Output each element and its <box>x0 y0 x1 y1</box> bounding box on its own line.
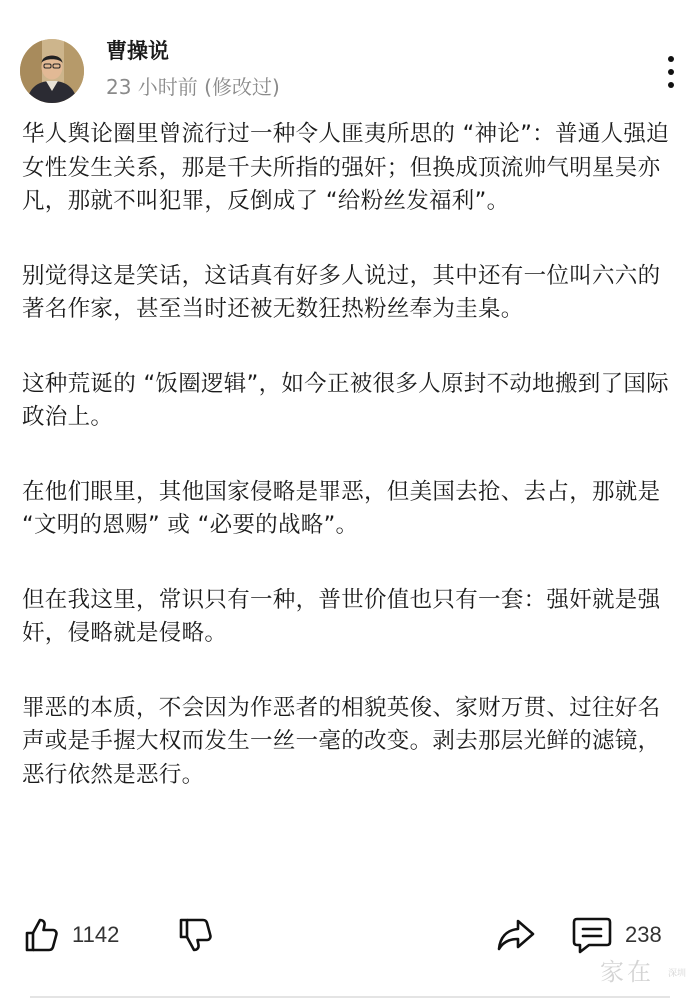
bottom-divider <box>30 996 670 998</box>
thumbs-down-icon <box>176 916 214 954</box>
post-paragraph: 在他们眼里，其他国家侵略是罪恶，但美国去抢、去占，那就是 “文明的恩赐” 或 “必要的战略”。 <box>22 478 661 538</box>
avatar[interactable] <box>20 39 84 103</box>
like-count: 1142 <box>72 922 120 947</box>
post-paragraph: 罪恶的本质，不会因为作恶者的相貌英俊、家财万贯、过往好名声或是手握大权而发生一丝一毫的改变。剥去那层光鲜的滤镜，恶行依然是恶行。 <box>22 694 661 788</box>
dislike-button[interactable] <box>176 905 214 965</box>
post-paragraph: 这种荒诞的 “饭圈逻辑”，如今正被很多人原封不动地搬到了国际政治上。 <box>22 370 669 430</box>
comment-count: 238 <box>625 922 662 947</box>
action-bar <box>0 905 700 965</box>
share-arrow-icon <box>496 916 536 954</box>
post-timestamp: 23 小时前 (修改过) <box>106 75 280 99</box>
more-options-button[interactable] <box>656 52 686 92</box>
thumbs-up-icon <box>22 916 60 954</box>
post-paragraph: 但在我这里，常识只有一种，普世价值也只有一套：强奸就是强奸，侵略就是侵略。 <box>22 586 661 646</box>
more-vertical-icon <box>668 56 674 62</box>
author-name[interactable]: 曹操说 <box>106 39 169 63</box>
comment-bubble-icon <box>571 915 613 955</box>
avatar-image <box>20 39 84 103</box>
post-paragraph: 别觉得这是笑话，这话真有好多人说过，其中还有一位叫六六的著名作家，甚至当时还被无数狂热粉丝奉为圭臬。 <box>22 262 661 322</box>
like-button[interactable] <box>22 905 119 965</box>
watermark-small-text: 深圳 <box>668 969 687 979</box>
post-paragraph: 华人舆论圈里曾流行过一种令人匪夷所思的 “神论”：普通人强迫女性发生关系，那是千夫所指的强奸；但换成顶流帅气明星吴亦凡，那就不叫犯罪，反倒成了 “给粉丝发福利”。 <box>22 121 669 214</box>
post-header <box>0 0 700 120</box>
post-body <box>22 118 682 833</box>
watermark-text: 家在 <box>600 958 654 986</box>
watermark-logo <box>600 952 695 1000</box>
share-button[interactable] <box>496 905 536 965</box>
